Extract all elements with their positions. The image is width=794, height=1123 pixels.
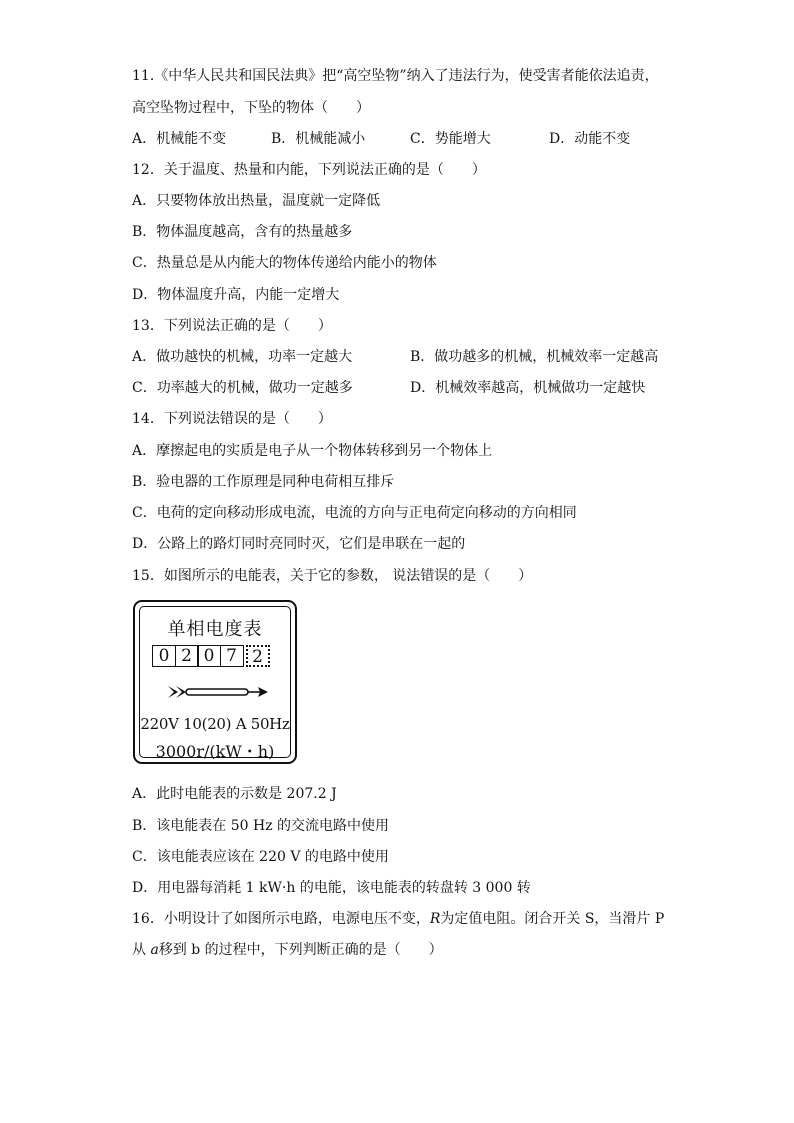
q15-option-c: C．该电能表应该在 220 V 的电路中使用 — [132, 849, 389, 865]
q11-stem-line1: 11.《中华人民共和国民法典》把“高空坠物”纳入了违法行为，使受害者能依法追责， — [132, 68, 659, 84]
q14-option-b: B．验电器的工作原理是同种电荷相互排斥 — [132, 474, 395, 490]
electricity-meter-figure — [133, 600, 297, 764]
q15-option-a: A．此时电能表的示数是 207.2 J — [132, 786, 337, 802]
rotation-arrow-icon — [168, 685, 268, 699]
q16-stem-text: 16．小明设计了如图所示电路，电源电压不变， — [132, 911, 430, 927]
q16-stem-text: 从 — [132, 942, 151, 958]
q16-stem-line2 — [132, 940, 443, 960]
meter-digit-display — [152, 645, 270, 667]
q16-point-a-symbol: a — [150, 942, 159, 958]
meter-digit: 2 — [175, 645, 199, 667]
q13-option-b: B．做功越多的机械，机械效率一定越高 — [410, 349, 659, 365]
q12-option-a: A．只要物体放出热量，温度就一定降低 — [132, 193, 381, 209]
meter-spec-text: 220V 10(20) A 50Hz — [140, 715, 290, 733]
q14-option-a: A．摩擦起电的实质是电子从一个物体转移到另一个物体上 — [132, 443, 493, 459]
q12-option-d: D．物体温度升高，内能一定增大 — [132, 287, 340, 303]
meter-title: 单相电度表 — [167, 619, 263, 640]
q16-stem-line1 — [132, 909, 664, 929]
meter-constant-text: 3000r/(kW・h) — [155, 742, 275, 761]
q15-option-d: D．用电器每消耗 1 kW·h 的电能，该电能表的转盘转 3 000 转 — [132, 880, 531, 896]
q12-option-c: C．热量总是从内能大的物体传递给内能小的物体 — [132, 255, 437, 271]
q16-resistor-symbol: R — [429, 911, 441, 927]
q14-option-c: C．电荷的定向移动形成电流，电流的方向与正电荷定向移动的方向相同 — [132, 505, 577, 521]
q13-option-d: D．机械效率越高，机械做功一定越快 — [410, 380, 646, 396]
q11-stem-line2: 高空坠物过程中，下坠的物体（ ） — [132, 100, 370, 116]
q14-option-d: D．公路上的路灯同时亮同时灭，它们是串联在一起的 — [132, 536, 466, 552]
q13-stem: 13．下列说法正确的是（ ） — [132, 318, 332, 334]
meter-decimal-digit: 2 — [246, 645, 270, 667]
q15-option-b: B．该电能表在 50 Hz 的交流电路中使用 — [132, 818, 390, 834]
meter-digit: 0 — [197, 645, 221, 667]
q16-stem-text: 为定值电阻。闭合开关 S，当滑片 P — [440, 911, 665, 927]
q16-stem-text: 移到 b 的过程中，下列判断正确的是（ ） — [158, 942, 443, 958]
q14-stem: 14．下列说法错误的是（ ） — [132, 411, 332, 427]
q11-option-b: B．机械能减小 — [271, 131, 366, 147]
q12-option-b: B．物体温度越高，含有的热量越多 — [132, 224, 353, 240]
meter-digit: 0 — [152, 645, 176, 667]
meter-digit: 7 — [220, 645, 244, 667]
q15-stem: 15．如图所示的电能表，关于它的参数， 说法错误的是（ ） — [132, 568, 533, 584]
meter-inner-frame — [139, 606, 291, 761]
q11-option-d: D．动能不变 — [549, 131, 631, 147]
q13-option-c: C．功率越大的机械，做功一定越多 — [132, 380, 353, 396]
q12-stem: 12．关于温度、热量和内能，下列说法正确的是（ ） — [132, 162, 486, 178]
q13-option-a: A．做功越快的机械，功率一定越大 — [132, 349, 353, 365]
q11-option-a: A．机械能不变 — [132, 131, 227, 147]
q11-option-c: C．势能增大 — [410, 131, 491, 147]
